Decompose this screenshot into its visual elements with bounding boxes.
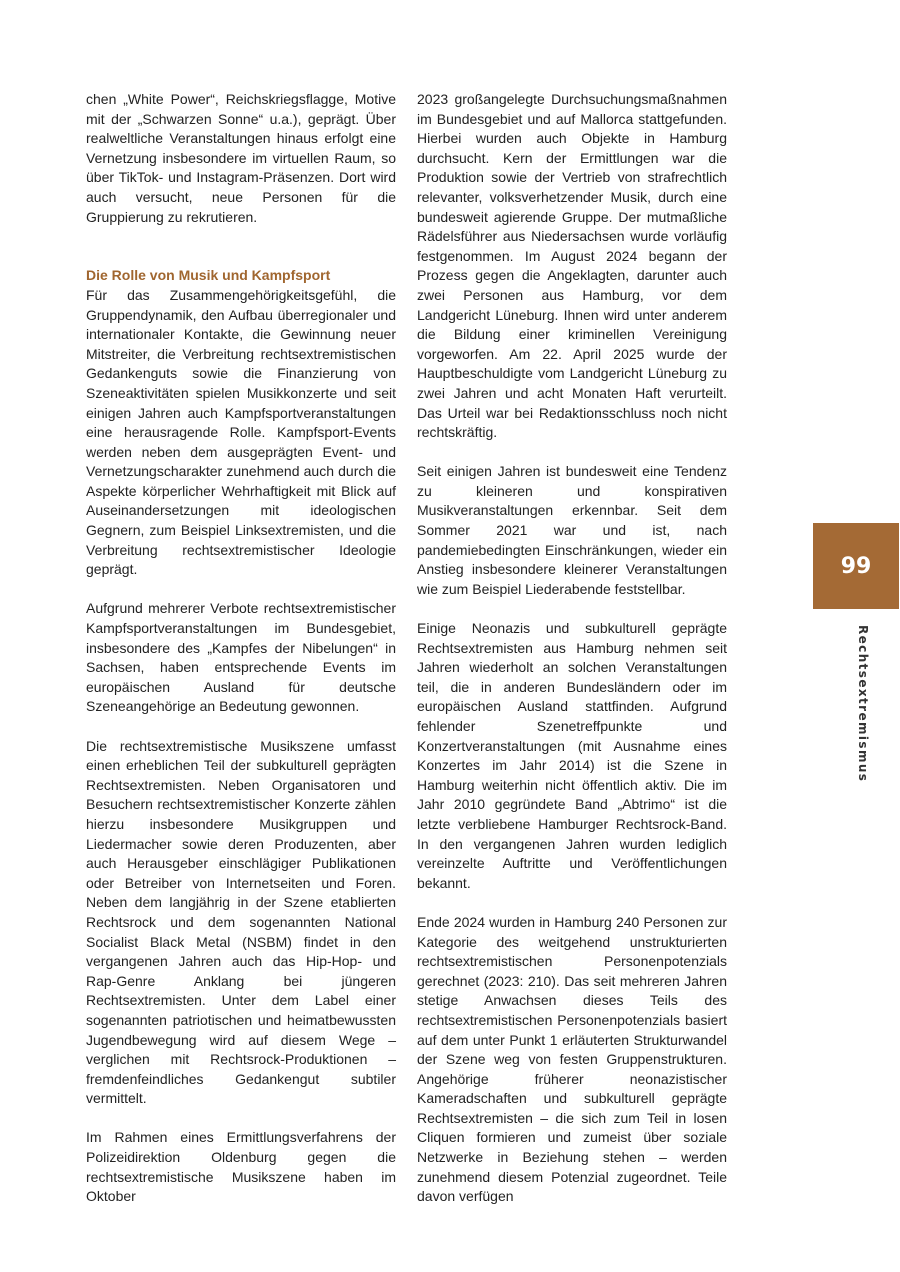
- section-spacer: [86, 247, 396, 267]
- page-number: 99: [840, 553, 872, 579]
- section-heading: Die Rolle von Musik und Kampfsport: [86, 267, 331, 284]
- left-paragraph-1: chen „White Power“, Reichskriegsflagge, Motive mit der „Schwarzen Sonne“ u.a.), geprägt. Über realweltliche Veranstaltungen hinaus erfolgt eine Vernetzung insbesondere im virtuellen Raum, so über TikTok- und Instagram-Präsenzen. Dort wird auch versucht, neue Personen für die Gruppierung zu rekrutieren.: [86, 91, 396, 225]
- left-paragraph-4: Die rechtsextremistische Musikszene umfasst einen erheblichen Teil der subkulturell geprägten Rechtsextremisten. Neben Organisatoren und Besuchern rechtsextremistischer Konzerte zählen hierzu insbesondere Musikgruppen und Liedermacher sowie deren Produzenten, aber auch Herausgeber einschlägiger Publikationen oder Betreiber von Internetseiten und Foren. Neben dem langjährig in der Szene etablierten Rechtsrock und dem sogenannten National Socialist Black Metal (NSBM) findet in den vergangenen Jahren auch das Hip-Hop- und Rap-Genre Anklang bei jüngeren Rechtsextremisten. Unter dem Label einer sogenannten patriotischen und heimatbewussten Jugendbewegung wird auf diesem Wege – verglichen mit Rechtsrock-Produktionen – fremdenfeindliches Gedankengut subtiler vermittelt.: [86, 737, 396, 1107]
- right-paragraph-3: Einige Neonazis und subkulturell geprägte Rechtsextremisten aus Hamburg nehmen seit Jahren wiederholt an solchen Veranstaltungen teil, die in anderen Bundesländern oder im europäischen Ausland stattfinden. Aufgrund fehlender Szenetreffpunkte und Konzertveranstaltungen (mit Ausnahme eines Konzertes im Jahr 2014) ist die Szene in Hamburg weiterhin nicht öffentlich aktiv. Die im Jahr 2010 gegründete Band „Abtrimo“ ist die letzte verbliebene Hamburger Rechtsrock-Band. In den vergangenen Jahren wurden lediglich vereinzelte Auftritte und Veröffentlichungen bekannt.: [417, 620, 727, 891]
- left-paragraph-5: Im Rahmen eines Ermittlungsverfahrens der Polizeidirektion Oldenburg gegen die rechtsextremistische Musikszene haben im Oktober: [86, 1129, 396, 1205]
- left-paragraph-3: Aufgrund mehrerer Verbote rechtsextremistischer Kampfsportveranstaltungen im Bundesgebiet, insbesondere des „Kampfes der Nibelungen“ in Sachsen, haben entsprechende Events im europäischen Ausland für deutsche Szeneangehörige an Bedeutung gewonnen.: [86, 600, 396, 715]
- right-column: [417, 90, 727, 1226]
- page-number-tab: [813, 523, 899, 609]
- right-paragraph-4: Ende 2024 wurden in Hamburg 240 Personen zur Kategorie des weitgehend unstrukturierten rechtsextremistischen Personenpotenzials gerechnet (2023: 210). Das seit mehreren Jahren stetige Anwachsen dieses Teils des rechtsextremistischen Personenpotenzials basiert auf dem unter Punkt 1 erläuterten Strukturwandel der Szene weg von festen Gruppenstrukturen. Angehörige früherer neonazistischer Kameradschaften und subkulturell geprägte Rechtsextremisten – die sich zum Teil in losen Cliquen formieren und zumeist über soziale Netzwerke in Beziehung stehen – werden zunehmend diesem Potenzial zugeordnet. Teile davon verfügen: [417, 913, 727, 1205]
- left-column: [86, 90, 396, 1226]
- right-paragraph-2: Seit einigen Jahren ist bundesweit eine Tendenz zu kleineren und konspirativen Musikveranstaltungen erkennbar. Seit dem Sommer 2021 war und ist, nach pandemiebedingten Einschränkungen, wieder ein Anstieg insbesondere kleinerer Veranstaltungen wie zum Beispiel Liederabende feststellbar.: [417, 463, 727, 597]
- left-paragraph-2: Für das Zusammengehörigkeitsgefühl, die Gruppendynamik, den Aufbau überregionaler und internationaler Kontakte, die Gewinnung neuer Mitstreiter, die Verbreitung rechtsextremistischen Gedankenguts sowie die Finanzierung von Szeneaktivitäten spielen Musikkonzerte und seit einigen Jahren auch Kampfsportveranstaltungen eine herausragende Rolle. Kampfsport-Events werden neben dem ausgeprägten Event- und Vernetzungscharakter zunehmend auch durch die Aspekte körperlicher Wehrhaftigkeit mit Blick auf Auseinandersetzungen mit ideologischen Gegnern, zum Beispiel Linksextremisten, und die Verbreitung rechtsextremistischer Ideologie geprägt.: [86, 286, 396, 578]
- right-paragraph-1: 2023 großangelegte Durchsuchungsmaßnahmen im Bundesgebiet und auf Mallorca stattgefunden. Hierbei wurden auch Objekte in Hamburg durchsucht. Kern der Ermittlungen war die Produktion sowie der Vertrieb von strafrechtlich relevanter, volksverhetzender Musik, durch eine bundesweit agierende Gruppe. Der mutmaßliche Rädelsführer aus Niedersachsen wurde vorläufig festgenommen. Im August 2024 begann der Prozess gegen die Angeklagten, darunter auch zwei Personen aus Hamburg, vor dem Landgericht Lüneburg. Ihnen wird unter anderem die Bildung einer kriminellen Vereinigung vorgeworfen. Am 22. April 2025 wurde der Hauptbeschuldigte vom Landgericht Lüneburg zu zwei Jahren und acht Monaten Haft verurteilt. Das Urteil war bei Redaktionsschluss noch nicht rechtskräftig.: [417, 91, 727, 441]
- section-side-label: Rechtsextremismus: [856, 625, 870, 783]
